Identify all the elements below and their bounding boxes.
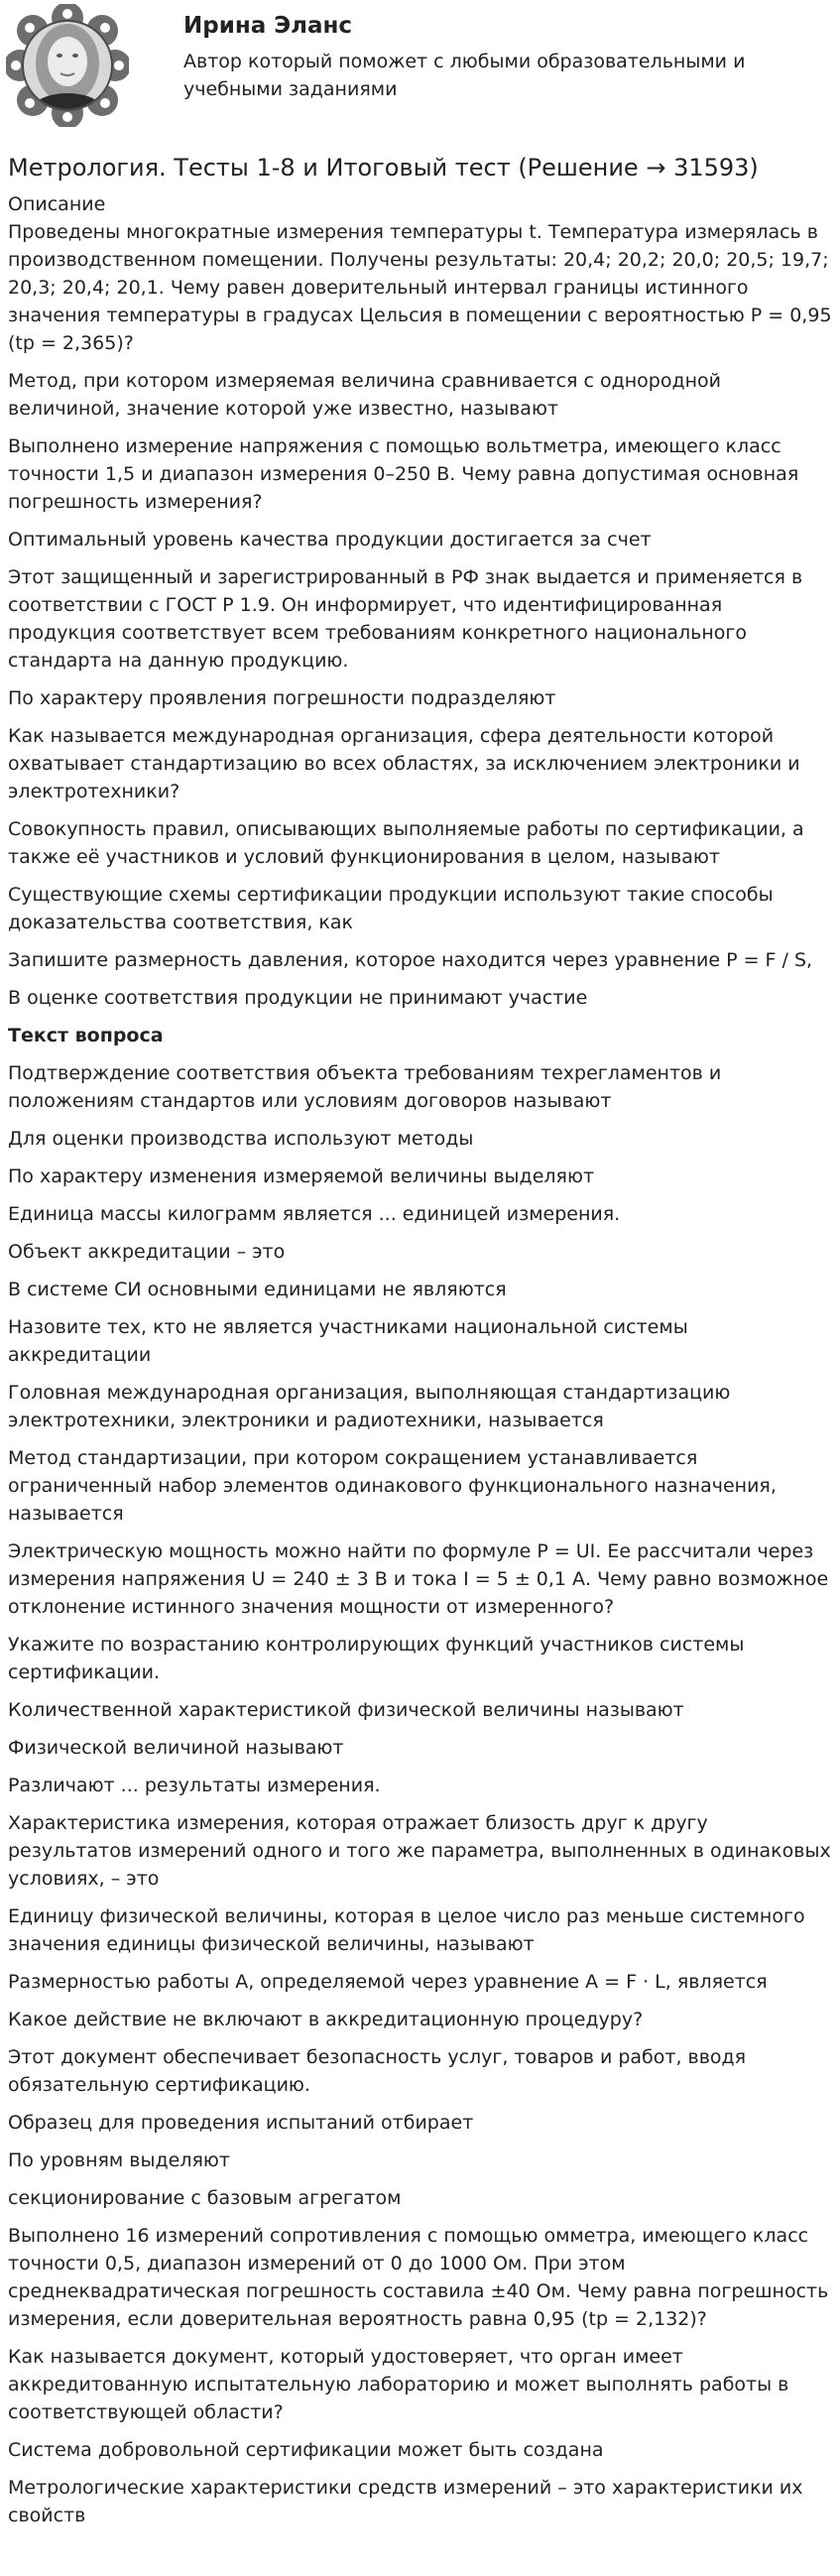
question-item: Проведены многократные измерения температуры t. Температура измерялась в производственном помещении. Получены результаты: 20,4; 20,2; 20,0; 20,5; 19,7; 20,3; 20,4; 20,1. Чему равен доверительный интервал границы истинного значения температуры в градусах Цельсия в помещении с вероятностью P = 0,95 (tp = 2,365)? xyxy=(8,221,832,354)
question-item: Оптимальный уровень качества продукции достигается за счет xyxy=(8,529,652,551)
question-item: Как называется документ, который удостоверяет, что орган имеет аккредитованную испытательную лабораторию и может выполнять работы в соответствующей области? xyxy=(8,2346,789,2423)
question-item: Образец для проведения испытаний отбирает xyxy=(8,2112,474,2134)
author-avatar[interactable] xyxy=(6,4,129,127)
question-item: Метод стандартизации, при котором сокращением устанавливается ограниченный набор элементов одинакового функционального назначения, называется xyxy=(8,1447,777,1525)
question-item: Электрическую мощность можно найти по формуле P = UI. Ее рассчитали через измерения напряжения U = 240 ± 3 В и тока I = 5 ± 0,1 А. Чему равно возможное отклонение истинного значения мощности от измеренного? xyxy=(8,1540,829,1618)
question-item: Этот документ обеспечивает безопасность услуг, товаров и работ, вводя обязательную сертификацию. xyxy=(8,2046,747,2096)
question-item: Какое действие не включают в аккредитационную процедуру? xyxy=(8,2009,644,2030)
description-label: Описание xyxy=(8,193,106,215)
question-item: Выполнено измерение напряжения с помощью вольтметра, имеющего класс точности 1,5 и диапазон измерения 0–250 В. Чему равна допустимая основная погрешность измерения? xyxy=(8,435,799,513)
question-item: Метод, при котором измеряемая величина сравнивается с однородной величиной, значение которой уже известно, называют xyxy=(8,370,722,420)
question-item: Выполнено 16 измерений сопротивления с помощью омметра, имеющего класс точности 0,5, диапазон измерений от 0 до 1000 Ом. При этом среднеквадратическая погрешность составила ±40 Ом. Чему равна погрешность измерения, если доверительная вероятность равна 0,95 (tp = 2,132)? xyxy=(8,2225,829,2330)
question-item: Размерностью работы A, определяемой через уравнение A = F · L, является xyxy=(8,1971,768,1993)
question-item: секционирование с базовым агрегатом xyxy=(8,2187,402,2209)
question-item: Существующие схемы сертификации продукции используют такие способы доказательства соответствия, как xyxy=(8,884,774,933)
question-item: Этот защищенный и зарегистрированный в РФ знак выдается и применяется в соответствии с ГОСТ Р 1.9. Он информирует, что идентифицированная продукция соответствует всем требованиям конкретного национального стандарта на данную продукцию. xyxy=(8,566,803,672)
question-item: Различают ... результаты измерения. xyxy=(8,1775,381,1796)
question-item: По характеру изменения измеряемой величины выделяют xyxy=(8,1165,595,1187)
author-header xyxy=(0,0,840,139)
question-item: Количественной характеристикой физической величины называют xyxy=(8,1699,684,1721)
question-item: Укажите по возрастанию контролирующих функций участников системы сертификации. xyxy=(8,1634,745,1683)
question-item: Объект аккредитации – это xyxy=(8,1241,286,1263)
question-text-heading: Текст вопроса xyxy=(8,1025,164,1046)
author-description: Автор который поможет с любыми образовательными и учебными заданиями xyxy=(183,51,746,100)
question-item: Метрологические характеристики средств измерений – это характеристики их свойств xyxy=(8,2477,803,2526)
question-item: Назовите тех, кто не является участниками национальной системы аккредитации xyxy=(8,1316,688,1366)
question-item: По характеру проявления погрешности подразделяют xyxy=(8,687,556,709)
question-item: Для оценки производства используют методы xyxy=(8,1128,474,1150)
question-item: В оценке соответствия продукции не принимают участие xyxy=(8,987,588,1009)
question-item: Физической величиной называют xyxy=(8,1737,344,1759)
description-section xyxy=(0,190,840,2529)
question-item: Как называется международная организация, сфера деятельности которой охватывает стандартизацию во всех областях, за исключением электроники и электротехники? xyxy=(8,725,800,802)
question-item: По уровням выделяют xyxy=(8,2149,230,2171)
question-item: Запишите размерность давления, которое находится через уравнение P = F / S, xyxy=(8,949,813,971)
question-item: Единицу физической величины, которая в целое число раз меньше системного значения единицы физической величины, называют xyxy=(8,1905,805,1955)
question-item: В системе СИ основными единицами не являются xyxy=(8,1279,507,1300)
question-item: Единица массы килограмм является ... единицей измерения. xyxy=(8,1203,621,1225)
author-name[interactable]: Ирина Эланс xyxy=(183,13,353,39)
question-item: Система добровольной сертификации может быть создана xyxy=(8,2439,604,2461)
question-item: Подтверждение соответствия объекта требованиям техрегламентов и положениям стандартов или условиям договоров называют xyxy=(8,1062,722,1112)
question-item: Головная международная организация, выполняющая стандартизацию электротехники, электроники и радиотехники, называется xyxy=(8,1382,731,1431)
page-title: Метрология. Тесты 1-8 и Итоговый тест (Решение → 31593) xyxy=(8,154,759,182)
question-item: Совокупность правил, описывающих выполняемые работы по сертификации, а также её участников и условий функционирования в целом, называют xyxy=(8,818,804,868)
question-item: Характеристика измерения, которая отражает близость друг к другу результатов измерений одного и того же параметра, выполненных в одинаковых условиях, – это xyxy=(8,1812,831,1890)
